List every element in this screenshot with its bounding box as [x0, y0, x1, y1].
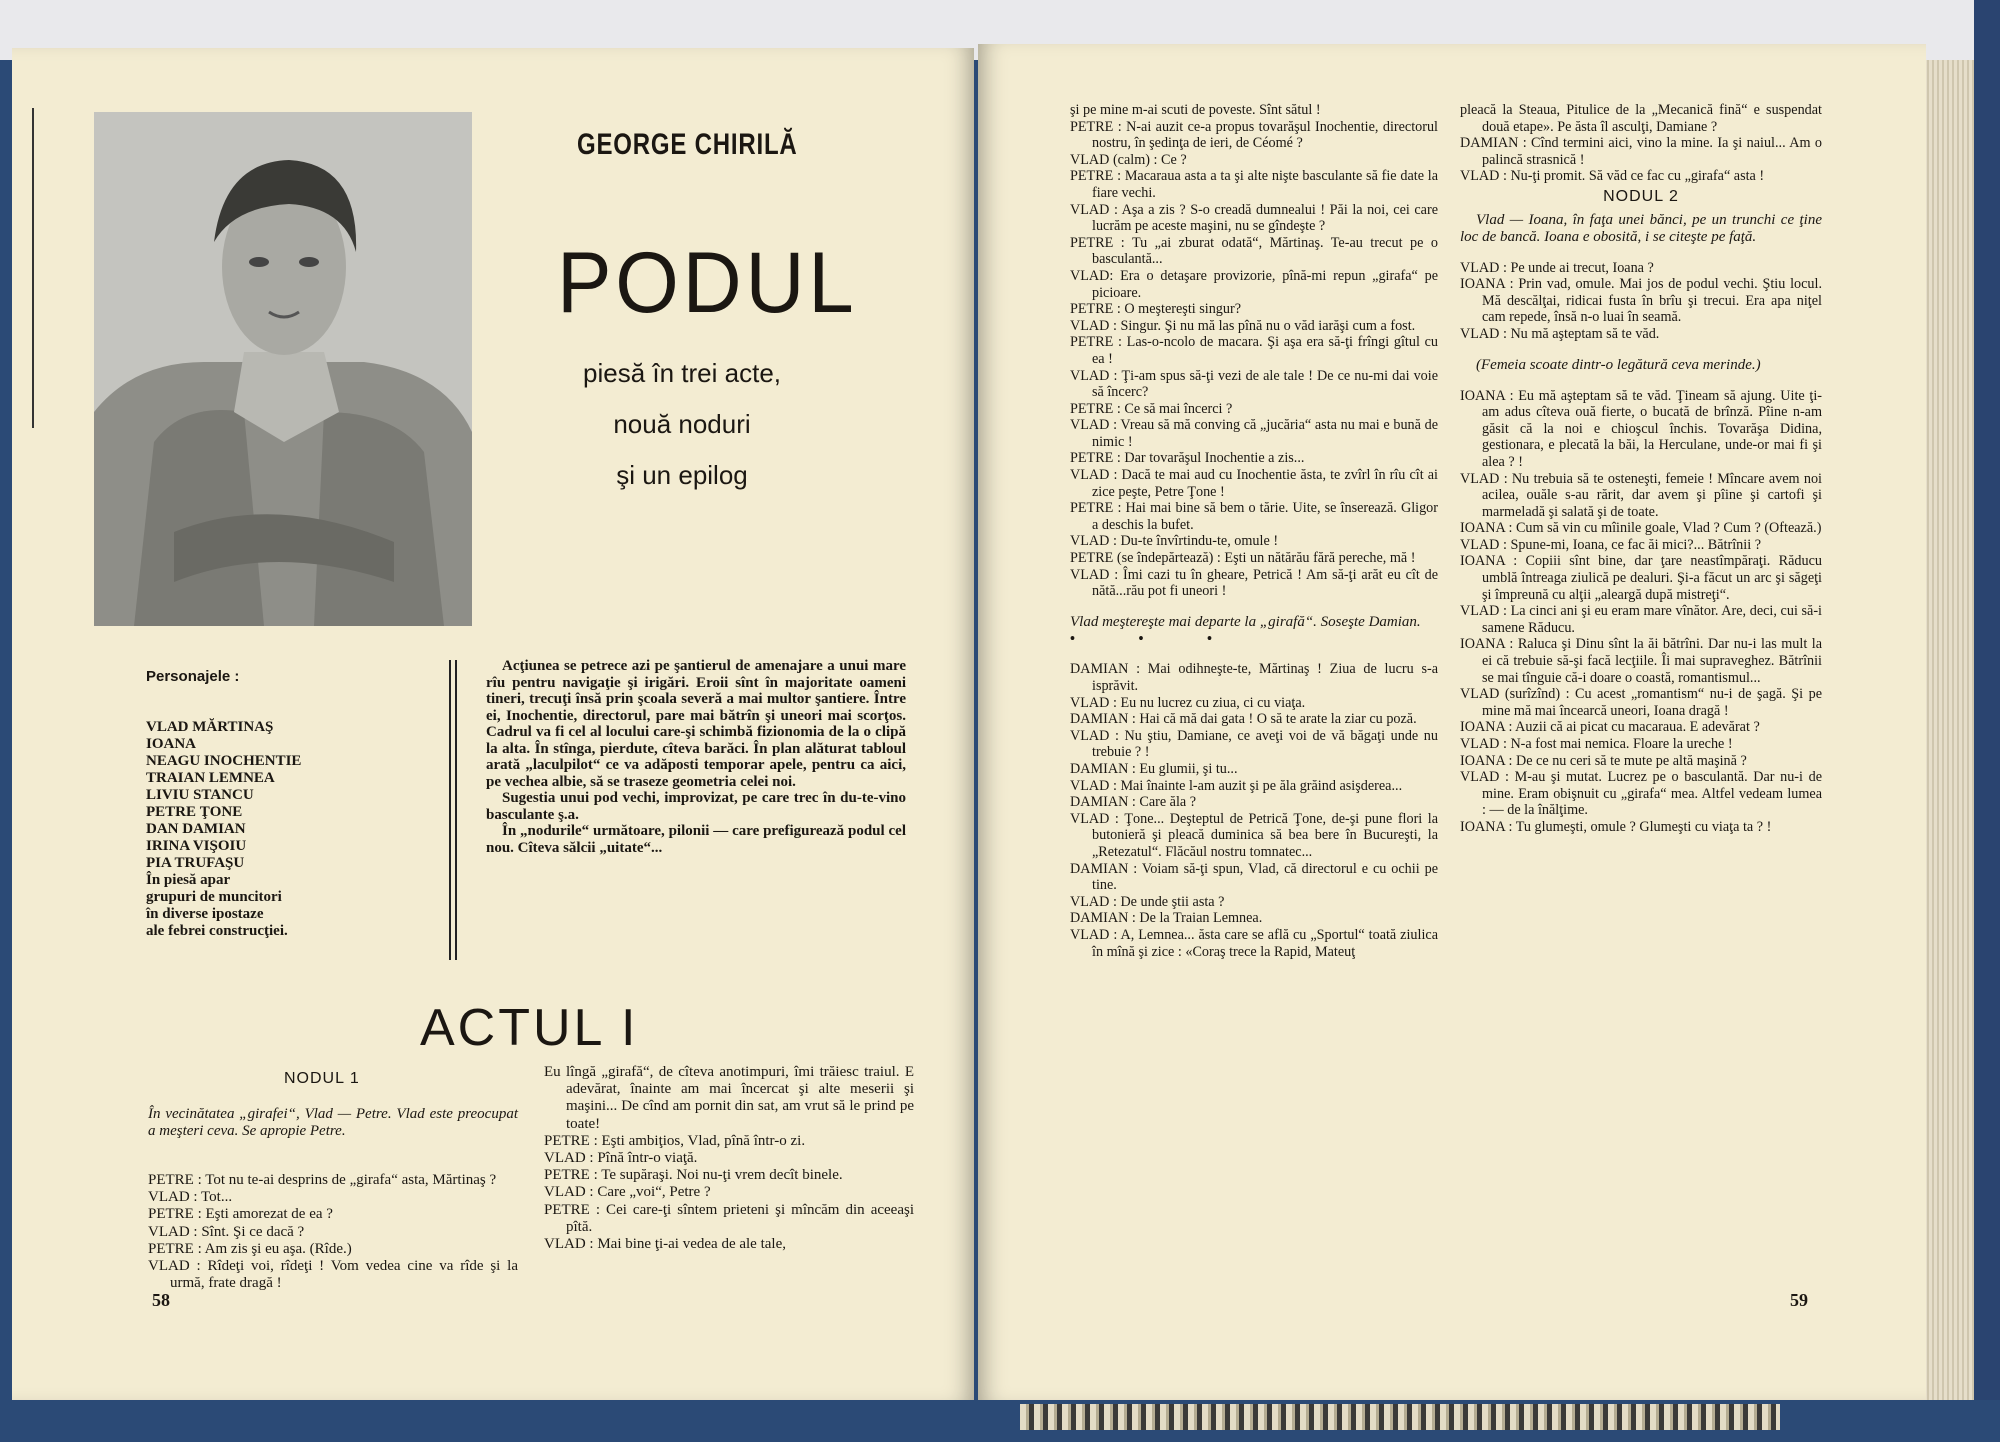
- dialogue-column: [148, 1172, 518, 1292]
- dialogue-line: IOANA : Copiii sînt bine, dar ţare neastîmpăraţi. Răducu umblă întreaga ziulică pe dealuri. Şi-a făcut un arc şi săgeţi şi împreună cu alţii „aleargă după mistreţi“.: [1460, 553, 1822, 603]
- dialogue-line: VLAD : M-au şi mutat. Lucrez pe o basculantă. Dar nu-i de mine. Eram obişnuit cu „girafa“ mea. Altfel vedeam lumea : — de la înălţime.: [1460, 769, 1822, 819]
- dialogue-line: VLAD: Era o detaşare provizorie, pînă-mi repun „girafa“ pe picioare.: [1070, 267, 1438, 301]
- cast-item: IOANA: [146, 736, 197, 752]
- cast-note: ale febrei construcţiei.: [146, 923, 288, 939]
- setting-description: [486, 658, 906, 856]
- cast-list: [146, 668, 446, 940]
- scene-heading: NODUL 2: [1603, 187, 1679, 205]
- author-portrait: [94, 112, 472, 626]
- book-cover-edge: [1974, 0, 2000, 1442]
- dialogue-line: VLAD : Îmi cazi tu în gheare, Petrică ! Am să-ţi arăt eu cît de nătă...rău pot fi uneori !: [1070, 566, 1438, 600]
- scene-heading: NODUL 1: [284, 1070, 360, 1087]
- dialogue-line: PETRE : Cei care-ţi sîntem prieteni şi mîncăm din aceeaşi pîtă.: [544, 1201, 914, 1235]
- dialogue-line: VLAD : Nu mă aşteptam să te văd.: [1460, 325, 1660, 342]
- dialogue-line: PETRE : Tu „ai zburat odată“, Mărtinaş. Te-au trecut pe o basculantă...: [1070, 234, 1438, 268]
- dialogue-line: VLAD : Nu-ţi promit. Să văd ce fac cu „girafa“ asta !: [1460, 168, 1765, 185]
- cast-item: TRAIAN LEMNEA: [146, 770, 275, 786]
- subtitle-line: piesă în trei acte,: [583, 358, 781, 388]
- stage-direction: (Femeia scoate dintr-o legătură ceva merinde.): [1476, 356, 1761, 373]
- dialogue-column: [544, 1064, 914, 1253]
- intro-paragraph: Sugestia unui pod vechi, improvizat, pe care trec în du-te-vino basculante ş.a.: [486, 790, 906, 823]
- page-block-edge: [1020, 1404, 1780, 1430]
- dialogue-line: VLAD : Pe unde ai trecut, Ioana ?: [1460, 259, 1654, 276]
- dialogue-line: DAMIAN : Hai că mă dai gata ! O să te arate la ziar cu poză.: [1070, 711, 1417, 728]
- dialogue-line: PETRE : Macaraua asta a ta şi alte nişte basculante să fie date la fiare vechi.: [1070, 168, 1438, 201]
- cast-heading: Personajele :: [146, 668, 240, 685]
- cast-note: în diverse ipostaze: [146, 906, 264, 922]
- cast-item: PETRE ŢONE: [146, 804, 243, 820]
- dialogue-line: DAMIAN : Mai odihneşte-te, Mărtinaş ! Ziua de lucru s-a isprăvit.: [1070, 661, 1438, 694]
- dialogue-line: VLAD : Pînă într-o viaţă.: [544, 1150, 698, 1167]
- dialogue-line: PETRE : Tot nu te-ai desprins de „girafa“ asta, Mărtinaş ?: [148, 1172, 497, 1188]
- dialogue-line: IOANA : Eu mă aşteptam să te văd. Ţineam să ajung. Uite ţi-am adus cîteva ouă fierte, o bucată de brînză. Pîine n-am găsit că la noi e chioşcul închis. Tovarăşa Didina, gestionara, e plecată la băi, la Herculane, unde-or mai fi şi alea ? !: [1460, 387, 1822, 470]
- dialogue-line: PETRE : N-ai auzit ce-a propus tovarăşul Inochentie, directorul nostru, în şedinţa de ieri, de Céomé ?: [1070, 118, 1438, 152]
- stage-direction: Vlad — Ioana, în faţa unei bănci, pe un trunchi ce ţine loc de bancă. Ioana e obosită, i se citeşte pe faţă.: [1460, 211, 1822, 245]
- dialogue-line: VLAD : N-a fost mai nemica. Floare la ureche !: [1460, 736, 1733, 752]
- dialogue-line: PETRE : Eşti amorezat de ea ?: [148, 1206, 333, 1223]
- intro-paragraph: Acţiunea se petrece azi pe şantierul de amenajare a unui mare rîu pentru navigaţie şi irigări. Eroii sînt în majoritate oameni tineri, trecuţi însă prin şcoala severă a mai multor şantiere. Între ei, Inochentie, directorul, pare mai bătrîn şi uneori mai scorţos. Cadrul va fi cel al locului care-şi schimbă fizionomia de la o clipă la alta. În stînga, pierdute, cîteva barăci. În plan alăturat tabloul arată „laculpilot“ ce va adăposti temporar apele, pentru ca aici, pe vechea albie, să se traseze geometria celei noi.: [486, 658, 906, 790]
- dialogue-line: PETRE : Ce să mai încerci ?: [1070, 400, 1233, 417]
- dialogue-line: PETRE (se îndepărtează) : Eşti un nătărău fără pereche, mă !: [1070, 550, 1416, 567]
- cast-item: DAN DAMIAN: [146, 821, 246, 837]
- dialogue-line: PETRE : Hai mai bine să bem o tărie. Uite, se înserează. Gligor a deschis la bufet.: [1070, 500, 1438, 533]
- dialogue-line: VLAD : Tot...: [148, 1189, 233, 1206]
- dialogue-line: IOANA : Cum să vin cu mîinile goale, Vlad ? Cum ? (Oftează.): [1460, 520, 1822, 537]
- dialogue-line: VLAD : Rîdeţi voi, rîdeţi ! Vom vedea cine va rîde şi la urmă, frate dragă !: [148, 1258, 518, 1292]
- column-rule: [455, 660, 457, 960]
- dialogue-line: VLAD : Ţi-am spus să-ţi vezi de ale tale ! De ce nu-mi dai voie să încerc?: [1070, 367, 1438, 401]
- dialogue-column: [1070, 102, 1438, 960]
- dialogue-line: DAMIAN : Cînd termini aici, vino la mine. Ia şi naiul... Am o palincă strasnică !: [1460, 135, 1822, 168]
- intro-paragraph: În „nodurile“ următoare, pilonii — care prefigurează podul cel nou. Cîteva sălcii „uitate“...: [486, 823, 906, 856]
- dialogue-line: IOANA : De ce nu ceri să te mute pe altă maşină ?: [1460, 752, 1747, 769]
- dialogue-column: [1460, 102, 1822, 836]
- subtitle-line: nouă noduri: [613, 409, 751, 439]
- section-break: • • •: [1070, 630, 1242, 647]
- dialogue-line: PETRE : Am zis şi eu aşa. (Rîde.): [148, 1240, 352, 1257]
- dialogue-line: PETRE : Te supăraşi. Noi nu-ţi vrem decît binele.: [544, 1167, 843, 1184]
- cast-item: VLAD MĂRTINAŞ: [146, 719, 274, 735]
- cast-item: IRINA VIŞOIU: [146, 838, 247, 854]
- dialogue-line: VLAD (surîzînd) : Cu acest „romantism“ nu-i de şagă. Şi pe mine mă mai încearcă uneori, Ioana dragă !: [1460, 686, 1822, 719]
- dialogue-line: VLAD : Care „voi“, Petre ?: [544, 1184, 711, 1201]
- dialogue-line: VLAD : Nu ştiu, Damiane, ce aveţi voi de vă băgaţi unde nu trebuie ? !: [1070, 727, 1438, 761]
- dialogue-line: IOANA : Auzii că ai picat cu macaraua. E adevărat ?: [1460, 719, 1760, 736]
- stage-direction: În vecinătatea „girafei“, Vlad — Petre. Vlad este preocupat a meşteri ceva. Se apropie Petre.: [148, 1106, 518, 1140]
- cast-note: grupuri de muncitori: [146, 889, 282, 905]
- dialogue-line: VLAD : Eu nu lucrez cu ziua, ci cu viaţa.: [1070, 694, 1306, 711]
- dialogue-line: VLAD : A, Lemnea... ăsta care se află cu „Sportul“ toată ziulica în mînă şi zice : «Coraş trece la Rapid, Mateuţ: [1070, 926, 1438, 960]
- dialogue-line: VLAD : Aşa a zis ? S-o creadă dumnealui ! Păi la noi, cei care lucrăm pe aceste maşini, nu se gîndeşte ?: [1070, 201, 1438, 235]
- margin-rule: [32, 108, 34, 428]
- cast-item: NEAGU INOCHENTIE: [146, 753, 302, 769]
- dialogue-line: VLAD : Sînt. Şi ce dacă ?: [148, 1223, 305, 1240]
- dialogue-line: VLAD : La cinci ani şi eu eram mare vînător. Are, deci, cui să-i samene Răducu.: [1460, 603, 1822, 636]
- dialogue-line: Eu lîngă „girafă“, de cîteva anotimpuri, îmi trăiesc traiul. E adevărat, înainte am mai încercat şi alte meserii şi maşini... De cînd am pornit din sat, am vrut să le prind pe toate!: [544, 1064, 914, 1132]
- dialogue-line: PETRE : Dar tovarăşul Inochentie a zis...: [1070, 450, 1305, 467]
- column-rule: [449, 660, 451, 960]
- page-number: 59: [1790, 1290, 1808, 1310]
- dialogue-line: VLAD : Spune-mi, Ioana, ce fac ăi mici?... Bătrînii ?: [1460, 536, 1761, 553]
- dialogue-line: VLAD : Ţone... Deşteptul de Petrică Ţone, de-şi pune flori la butonieră şi pleacă duminica să bea bere în Bucureşti, la „Retezatul“. Flăcăul nostru tomnatec...: [1070, 810, 1438, 860]
- act-heading: ACTUL I: [420, 999, 639, 1057]
- cast-item: PIA TRUFAŞU: [146, 855, 245, 871]
- play-title: PODUL: [557, 235, 858, 331]
- dialogue-line: VLAD : De unde ştii asta ?: [1070, 893, 1225, 910]
- dialogue-line: DAMIAN : De la Traian Lemnea.: [1070, 910, 1263, 927]
- stage-direction: Vlad meştereşte mai departe la „girafă“. Soseşte Damian.: [1070, 613, 1421, 630]
- dialogue-line: DAMIAN : Care ăla ?: [1070, 794, 1197, 811]
- dialogue-line: PETRE : Las-o-ncolo de macara. Şi aşa era să-ţi frîngi gîtul cu ea !: [1070, 334, 1438, 367]
- dialogue-line: IOANA : Tu glumeşti, omule ? Glumeşti cu viaţa ta ? !: [1460, 818, 1772, 835]
- dialogue-line: PETRE : O meştereşti singur?: [1070, 301, 1242, 318]
- dialogue-line: VLAD : Nu trebuia să te osteneşti, femeie ! Mîncare avem noi acilea, ouăle s-au rărit, dar avem şi pîine şi cartofi şi marmeladă şi salată şi de toate.: [1460, 470, 1822, 520]
- page-number: 58: [152, 1290, 170, 1310]
- dialogue-line: PETRE : Eşti ambiţios, Vlad, pînă într-o zi.: [544, 1132, 806, 1149]
- left-page: [12, 48, 974, 1400]
- dialogue-line: VLAD (calm) : Ce ?: [1070, 151, 1187, 168]
- dialogue-line: VLAD : Dacă te mai aud cu Inochentie ăsta, te zvîrl în rîu cît ai zice peşte, Petre Ţone !: [1070, 467, 1438, 500]
- play-subtitle: [532, 348, 832, 501]
- cast-note: În piesă apar: [146, 872, 231, 888]
- dialogue-line: DAMIAN : Voiam să-ţi spun, Vlad, că directorul e cu ochii pe tine.: [1070, 860, 1438, 894]
- dialogue-line: şi pe mine m-ai scuti de poveste. Sînt sătul !: [1070, 102, 1321, 118]
- author-name: GEORGE CHIRILĂ: [577, 128, 798, 161]
- dialogue-line: IOANA : Prin vad, omule. Mai jos de podul vechi. Ştiu locul. Mă descălţai, ridicai fusta în brîu şi trecui. Era apa niţel cam repede, însă n-o luai în seamă.: [1460, 276, 1822, 326]
- dialogue-line: VLAD : Singur. Şi nu mă las pînă nu o văd iarăşi cum a fost.: [1070, 317, 1416, 334]
- dialogue-line: VLAD : Mai înainte l-am auzit şi pe ăla grăind asişderea...: [1070, 777, 1403, 794]
- dialogue-line: VLAD : Vreau să mă conving că „jucăria“ asta nu mai e bună de nimic !: [1070, 417, 1438, 450]
- cast-item: LIVIU STANCU: [146, 787, 254, 803]
- dialogue-line: VLAD : Mai bine ţi-ai vedea de ale tale,: [544, 1236, 786, 1253]
- dialogue-line: VLAD : Du-te învîrtindu-te, omule !: [1070, 533, 1279, 550]
- dialogue-line: DAMIAN : Eu glumii, şi tu...: [1070, 760, 1238, 777]
- subtitle-line: şi un epilog: [616, 460, 748, 490]
- right-page: [978, 44, 1926, 1400]
- dialogue-line: pleacă la Steaua, Pitulice de la „Mecanică fină“ e suspendat două etape». Pe ăsta îl asculţi, Damiane ?: [1460, 102, 1822, 135]
- dialogue-line: IOANA : Raluca şi Dinu sînt la ăi bătrîni. Dar nu-i las mult la ei că trebuie să-şi facă lecţiile. Îi mai supraveghez. Bătrînii se mai tînguie că-i doare o coastă, romantismul...: [1460, 636, 1822, 686]
